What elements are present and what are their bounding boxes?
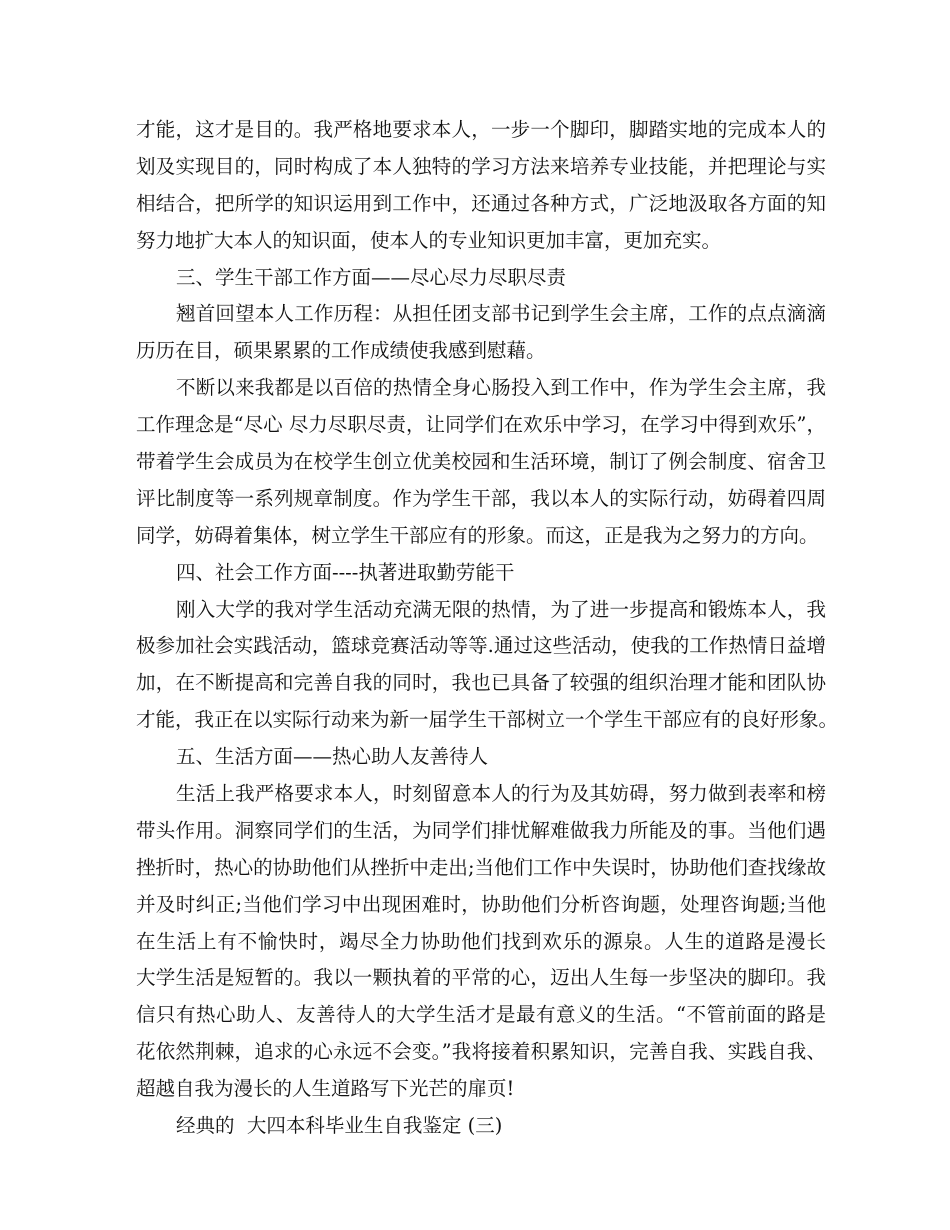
- text-line: 带着学生会成员为在校学生创立优美校园和生活环境，制订了例会制度、宿舍卫: [136, 450, 826, 474]
- text-line: 评比制度等一系列规章制度。作为学生干部，我以本人的实际行动，妨碍着四周: [136, 486, 826, 510]
- text-line: 加，在不断提高和完善自我的同时，我也已具备了较强的组织治理才能和团队协: [136, 671, 826, 695]
- text-line: 极参加社会实践活动，篮球竞赛活动等等.通过这些活动，使我的工作热情日益增: [136, 634, 826, 658]
- text-line: 花依然荆棘，追求的心永远不会变。”我将接着积累知识，完善自我、实践自我、: [136, 1040, 826, 1064]
- document-body: [136, 112, 839, 1145]
- section-heading: 三、学生干部工作方面——尽心尽力尽职尽责: [176, 265, 567, 289]
- text-line: 并及时纠正;当他们学习中出现困难时，协助他们分析咨询题，处理咨询题;当他: [136, 892, 826, 916]
- section-heading: 经典的 大四本科毕业生自我鉴定 (三): [176, 1114, 503, 1138]
- text-line: 划及实现目的，同时构成了本人独特的学习方法来培养专业技能，并把理论与实: [136, 154, 826, 178]
- text-line: 努力地扩大本人的知识面，使本人的专业知识更加丰富，更加充实。: [136, 228, 722, 252]
- paragraph-first-line: 不断以来我都是以百倍的热情全身心肠投入到工作中，作为学生会主席，我: [176, 376, 826, 400]
- text-line: 带头作用。洞察同学们的生活，为同学们排忧解难做我力所能及的事。当他们遇: [136, 818, 826, 842]
- paragraph-first-line: 生活上我严格要求本人，时刻留意本人的行为及其妨碍，努力做到表率和榜: [176, 782, 826, 806]
- section-heading: 五、生活方面——热心助人友善待人: [176, 745, 489, 769]
- paragraph-first-line: 翘首回望本人工作历程：从担任团支部书记到学生会主席，工作的点点滴滴: [176, 302, 826, 326]
- text-line: 相结合，把所学的知识运用到工作中，还通过各种方式，广泛地汲取各方面的知: [136, 191, 826, 215]
- section-heading: 四、社会工作方面----执著进取勤劳能干: [176, 560, 515, 584]
- text-line: 在生活上有不愉快时，竭尽全力协助他们找到欢乐的源泉。人生的道路是漫长: [136, 929, 826, 953]
- text-line: 挫折时，热心的协助他们从挫折中走出;当他们工作中失误时，协助他们查找缘故: [136, 855, 826, 879]
- text-line: 才能，我正在以实际行动来为新一届学生干部树立一个学生干部应有的良好形象。: [136, 708, 839, 732]
- text-line: 工作理念是“尽心 尽力尽职尽责，让同学们在欢乐中学习，在学习中得到欢乐”，: [136, 413, 826, 437]
- text-line: 超越自我为漫长的人生道路写下光芒的扉页!: [136, 1077, 515, 1101]
- text-line: 才能，这才是目的。我严格地要求本人，一步一个脚印，脚踏实地的完成本人的: [136, 118, 826, 141]
- text-line: 大学生活是短暂的。我以一颗执着的平常的心，迈出人生每一步坚决的脚印。我: [136, 966, 826, 990]
- text-line: 同学，妨碍着集体，树立学生干部应有的形象。而这，正是我为之努力的方向。: [136, 523, 819, 547]
- paragraph-first-line: 刚入大学的我对学生活动充满无限的热情，为了进一步提高和锻炼本人，我: [176, 597, 826, 621]
- text-line: 信只有热心助人、友善待人的大学生活才是最有意义的生活。“不管前面的路是: [136, 1003, 826, 1027]
- text-line: 历历在目，硕果累累的工作成绩使我感到慰藉。: [136, 339, 546, 363]
